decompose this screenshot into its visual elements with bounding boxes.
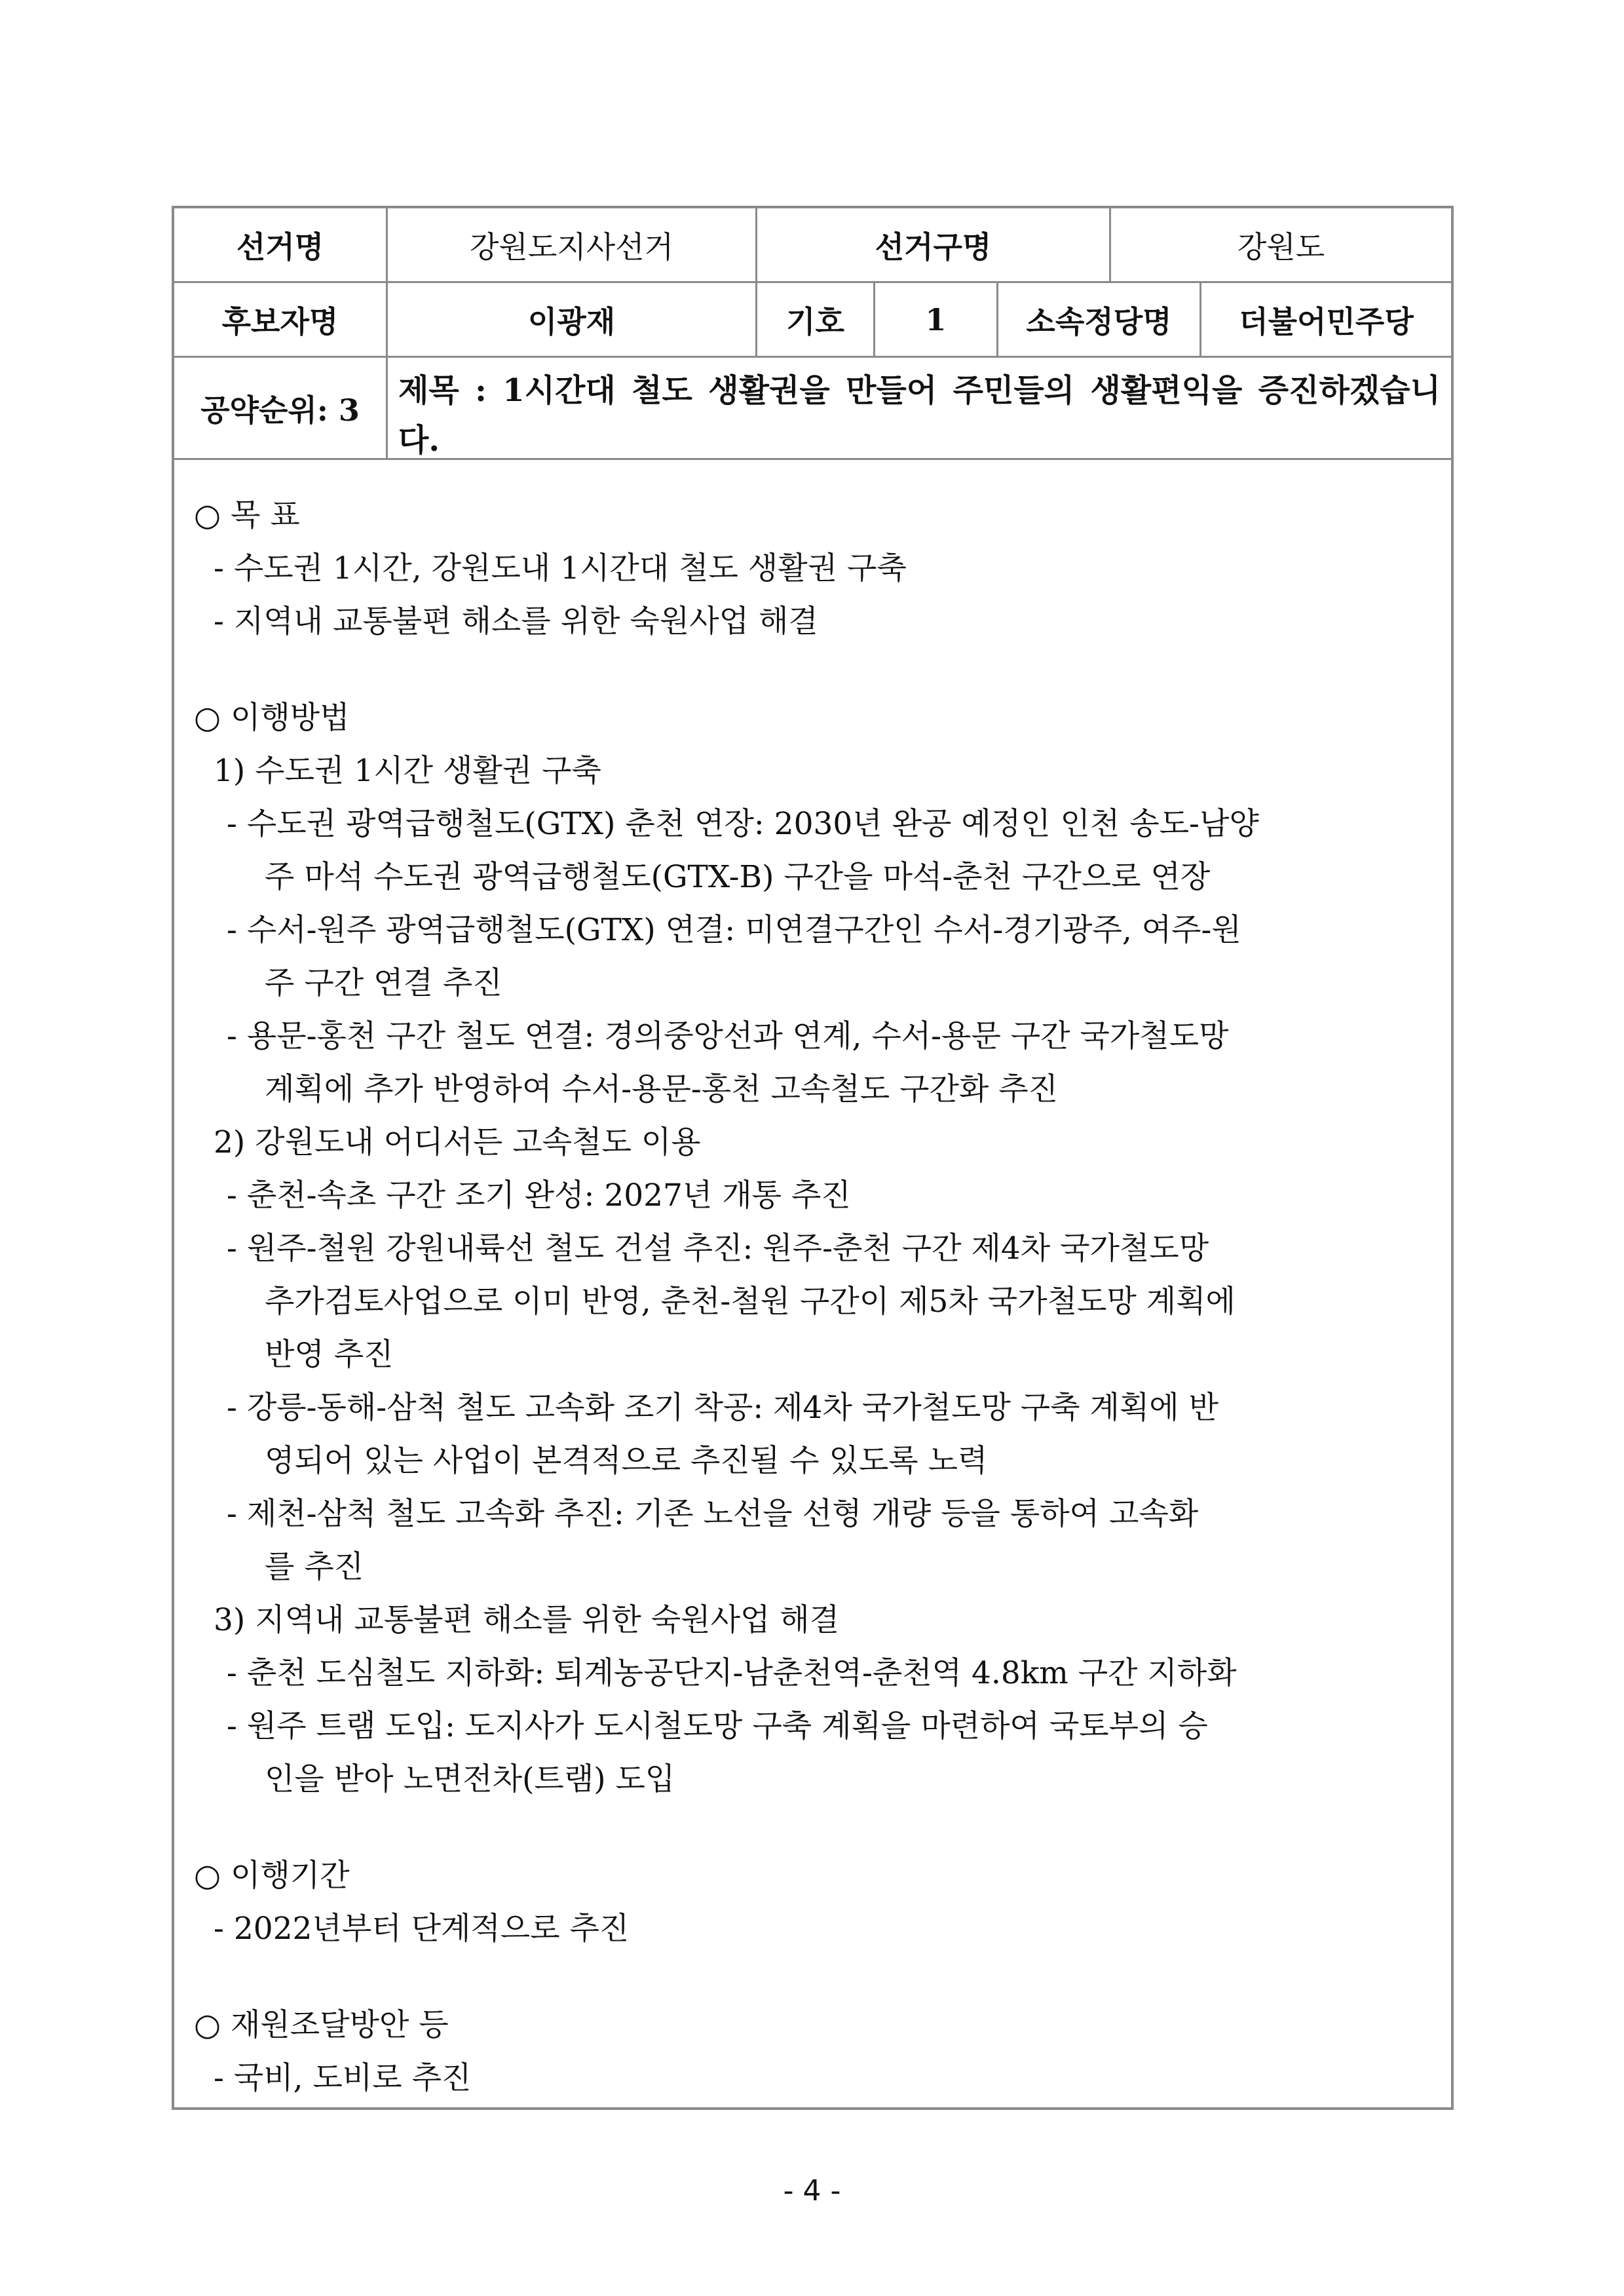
goal-line: - 수도권 1시간, 강원도내 1시간대 철도 생활권 구축 xyxy=(214,550,907,586)
pledge-rank: 공약순위: 3 xyxy=(174,358,388,458)
district-value: 강원도 xyxy=(1237,229,1325,265)
method-item: - 원주-철원 강원내륙선 철도 건설 추진: 원주-춘천 구간 제4차 국가철도망 xyxy=(227,1231,1209,1267)
candidate-name: 이광재 xyxy=(388,283,757,356)
party-label: 소속정당명 xyxy=(998,283,1201,356)
method-item-cont: 계획에 추가 반영하여 수서-용문-홍천 고속철도 구간화 추진 xyxy=(265,1071,1059,1107)
pledge-body xyxy=(174,460,1451,2105)
header-row-title xyxy=(174,358,1451,460)
funding-heading: ○ 재원조달방안 등 xyxy=(194,2007,449,2043)
method-item: - 원주 트램 도입: 도지사가 도시철도망 구축 계획을 마련하여 국토부의 승 xyxy=(227,1708,1208,1744)
period-heading: ○ 이행기간 xyxy=(194,1858,350,1894)
method-item: - 춘천 도심철도 지하화: 퇴계농공단지-남춘천역-춘천역 4.8km 구간 지하화 xyxy=(227,1655,1237,1691)
method-item-cont: 추가검토사업으로 이미 반영, 춘천-철원 구간이 제5차 국가철도망 계획에 xyxy=(265,1284,1236,1320)
method-item-cont: 영되어 있는 사업이 본격적으로 추진될 수 있도록 노력 xyxy=(265,1443,988,1479)
method-item-cont: 주 구간 연결 추진 xyxy=(265,965,502,1001)
method-item: - 춘천-속초 구간 조기 완성: 2027년 개통 추진 xyxy=(227,1177,851,1214)
method-item-cont: 주 마석 수도권 광역급행철도(GTX-B) 구간을 마석-춘천 구간으로 연장 xyxy=(265,859,1211,895)
period-line: - 2022년부터 단계적으로 추진 xyxy=(214,1911,630,1947)
method-sub-heading: 2) 강원도내 어디서든 고속철도 이용 xyxy=(214,1124,701,1160)
method-item-cont: 를 추진 xyxy=(265,1549,364,1585)
method-item-cont: 인을 받아 노면전차(트램) 도입 xyxy=(265,1761,675,1797)
method-sub-heading: 3) 지역내 교통불편 해소를 위한 숙원사업 해결 xyxy=(214,1602,840,1638)
method-item: - 강릉-동해-삼척 철도 고속화 조기 착공: 제4차 국가철도망 구축 계획에 반 xyxy=(227,1390,1219,1426)
number-label: 기호 xyxy=(757,283,875,356)
method-heading: ○ 이행방법 xyxy=(194,700,350,736)
method-item: - 용문-홍천 구간 철도 연결: 경의중앙선과 연계, 수서-용문 구간 국가철도망 xyxy=(227,1018,1229,1054)
election-name-label: 선거명 xyxy=(174,208,388,281)
candidate-number: 1 xyxy=(875,283,998,356)
method-sub-heading: 1) 수도권 1시간 생활권 구축 xyxy=(214,753,601,789)
candidate-label: 후보자명 xyxy=(174,283,388,356)
pledge-table xyxy=(172,206,1454,2110)
party-name: 더불어민주당 xyxy=(1239,303,1414,339)
page-number: - 4 - xyxy=(783,2174,841,2208)
goal-heading: ○ 목 표 xyxy=(194,497,300,533)
header-row-candidate xyxy=(174,283,1451,358)
method-item: - 수서-원주 광역급행철도(GTX) 연결: 미연결구간인 수서-경기광주, 여주-원 xyxy=(227,912,1241,948)
method-item: - 제천-삼척 철도 고속화 추진: 기존 노선을 선형 개량 등을 통하여 고속화 xyxy=(227,1496,1199,1532)
header-row-election xyxy=(174,208,1451,283)
election-name: 강원도지사선거 xyxy=(388,208,757,281)
district-label: 선거구명 xyxy=(757,208,1111,281)
pledge-title: 제목 : 1시간대 철도 생활권을 만들어 주민들의 생활편익을 증진하겠습니다. xyxy=(398,372,1441,459)
funding-line: - 국비, 도비로 추진 xyxy=(214,2060,472,2096)
method-item-cont: 반영 추진 xyxy=(265,1337,394,1373)
goal-line: - 지역내 교통불편 해소를 위한 숙원사업 해결 xyxy=(214,603,818,640)
method-item: - 수도권 광역급행철도(GTX) 춘천 연장: 2030년 완공 예정인 인천 송도-남양 xyxy=(227,806,1259,842)
